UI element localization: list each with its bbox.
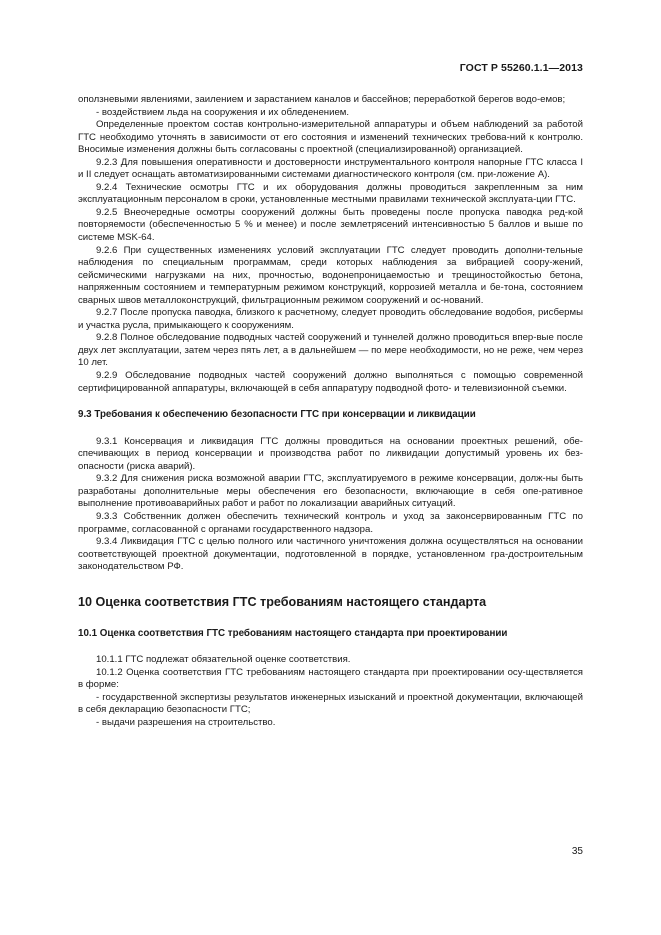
paragraph-9-3-2: 9.3.2 Для снижения риска возможной аварии ГТС, эксплуатируемого в режиме консервации, долж-ны быть разработаны дополнительные меры обеспечения его безопасности, включающие в себя опе-ративное выполнение противоаварийных работ и работ по локализации аварийных ситуаций. [78,473,583,510]
paragraph: Определенные проектом состав контрольно-измерительной аппаратуры и объем наблюдений за работой ГТС необходимо уточнять в зависимости от его состояния и изменений технических требова-ний к контролю. Вносимые изменения должны быть согласованы с проектной (специализированной) организацией. [78,119,583,156]
section-heading-9-3: 9.3 Требования к обеспечению безопасности ГТС при консервации и ликвидации [78,409,476,421]
list-item: - выдачи разрешения на строительство. [96,716,276,728]
document-body [78,94,583,730]
paragraph-9-2-8: 9.2.8 Полное обследование подводных частей сооружений и туннелей должно проводиться впер-вые после двух лет эксплуатации, затем через пять лет, а в дальнейшем — по мере необходимости, но не реже, чем через 10 лет. [78,332,583,369]
paragraph-9-2-6: 9.2.6 При существенных изменениях условий эксплуатации ГТС следует проводить дополни-тельные наблюдения по специальным программам, среди которых наблюдения за вибрацией соору-жений, сейсмическими нагрузками на них, прочностью, водонепроницаемостью и трещиностойкостью бетона, напряженным состоянием и температурным режимом конструкций, коррозией металла и бе-тона, состоянием сварных швов металлоконструкций, фильтрационным режимом сооружений и ос-нований. [78,244,583,306]
page-number: 35 [571,846,583,857]
list-item: - воздействием льда на сооружения и их обледенением. [96,106,350,118]
paragraph: оползневыми явлениями, заилением и зарастанием каналов и бассейнов; переработкой берегов водо-емов; [78,94,566,105]
paragraph-10-1-2: 10.1.2 Оценка соответствия ГТС требованиям настоящего стандарта при проектировании осу-ществляется в форме: [78,666,583,691]
chapter-heading-10: 10 Оценка соответствия ГТС требованиям настоящего стандарта [78,594,487,609]
list-item: - государственной экспертизы результатов инженерных изысканий и проектной документации, включающей в себя декларацию безопасности ГТС; [78,691,583,716]
paragraph-9-2-7: 9.2.7 После пропуска паводка, близкого к расчетному, следует проводить обследование водобоя, рисбермы и участка русла, примыкающего к сооружениям. [78,307,583,331]
paragraph-9-3-4: 9.3.4 Ликвидация ГТС с целью полного или частичного уничтожения должна осуществляться на основании соответствующей проектной документации, подготовленной в порядке, установленном гра-достроительным законодательством РФ. [78,536,583,573]
paragraph-9-2-9: 9.2.9 Обследование подводных частей сооружений должно выполняться с помощью современной сертифицированной аппаратуры, включающей в себя аппаратуру подводной фото- и телевизионной съемки. [78,370,583,394]
paragraph-9-2-5: 9.2.5 Внеочередные осмотры сооружений должны быть проведены после пропуска паводка ред-кой повторяемости (обеспеченностью 5 % и менее) и после землетрясений интенсивностью 5 баллов и выше по системе MSK-64. [78,206,583,244]
paragraph-9-2-3: 9.2.3 Для повышения оперативности и достоверности инструментального контроля напорные ГТС класса I и II следует оснащать автоматизированными системами диагностического контроля (см. при-ложение А). [78,156,583,181]
paragraph-9-3-1: 9.3.1 Консервация и ликвидация ГТС должны проводиться на основании проектных решений, обе-спечивающих в период консервации и производства работ по ликвидации допустимый уровень их без-опасности (риска аварий). [78,435,583,472]
section-heading-10-1: 10.1 Оценка соответствия ГТС требованиям настоящего стандарта при проектировании [78,627,508,639]
paragraph-9-2-4: 9.2.4 Технические осмотры ГТС и их оборудования должны проводиться закрепленным за ним эксплуатационным персоналом в сроки, установленные местными правилами технической эксплуата-ции ГТС. [78,181,583,206]
paragraph-9-3-3: 9.3.3 Собственник должен обеспечить технический контроль и уход за законсервированным ГТС по программе, согласованной с органами государственного надзора. [78,510,583,535]
paragraph-10-1-1: 10.1.1 ГТС подлежат обязательной оценке соответствия. [96,654,351,666]
document-header: ГОСТ Р 55260.1.1—2013 [459,62,583,74]
